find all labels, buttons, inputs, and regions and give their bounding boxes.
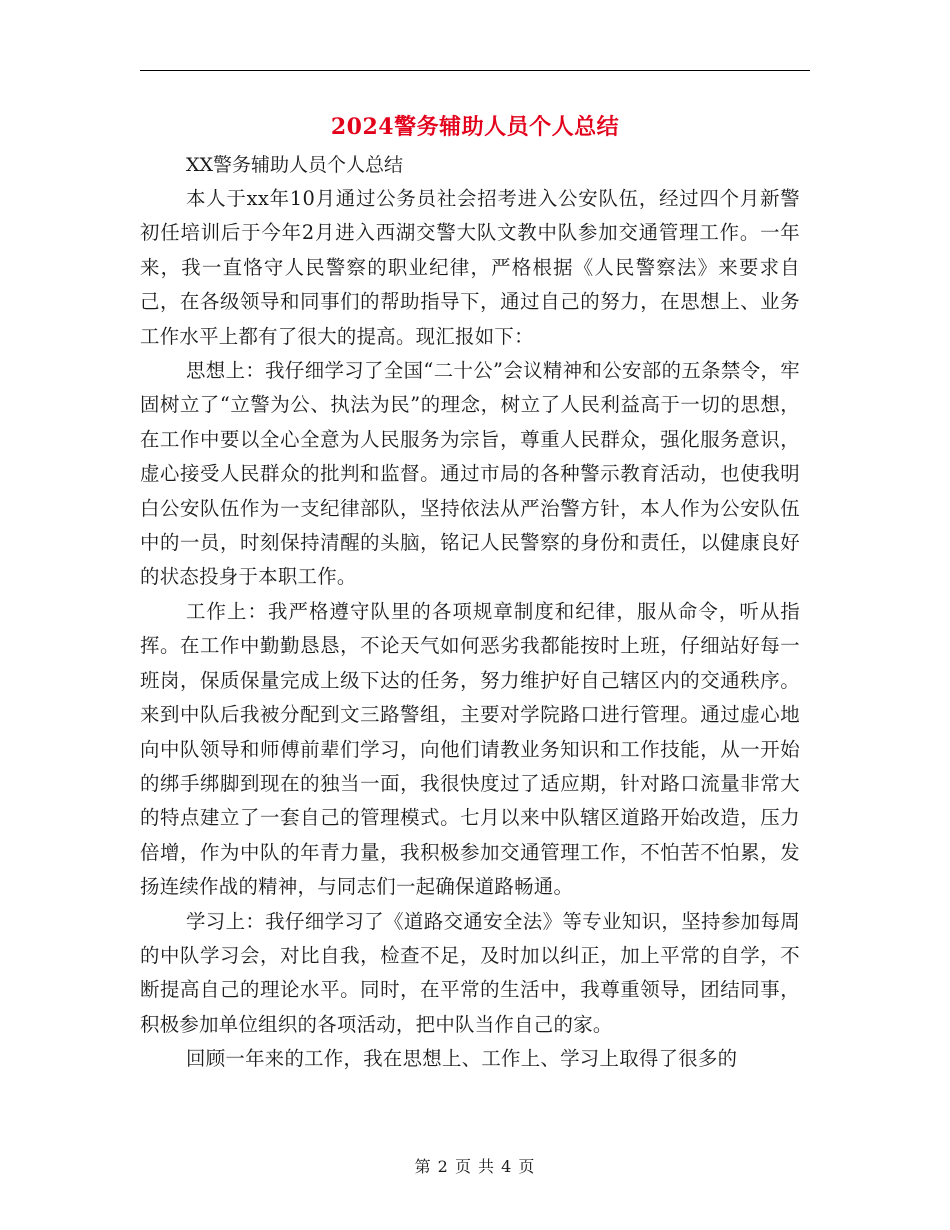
document-subtitle: XX警务辅助人员个人总结	[186, 154, 404, 176]
paragraph-work: 工作上：我严格遵守队里的各项规章制度和纪律，服从命令，听从指挥。在工作中勤勤恳恳，不论天气如何恶劣我都能按时上班，仔细站好每一班岗，保质保量完成上级下达的任务，努力维护好自己辖区内的交通秩序。来到中队后我被分配到文三路警组，主要对学院路口进行管理。通过虚心地向中队领导和师傅前辈们学习，向他们请教业务知识和工作技能，从一开始的绑手绑脚到现在的独当一面，我很快度过了适应期，针对路口流量非常大的特点建立了一套自己的管理模式。七月以来中队辖区道路开始改造，压力倍增，作为中队的年青力量，我积极参加交通管理工作，不怕苦不怕累，发扬连续作战的精神，与同志们一起确保道路畅通。	[140, 599, 800, 899]
paragraph-study: 学习上：我仔细学习了《道路交通安全法》等专业知识，坚持参加每周的中队学习会，对比自我，检查不足，及时加以纠正，加上平常的自学，不断提高自己的理论水平。同时，在平常的生活中，我尊重领导，团结同事，积极参加单位组织的各项活动，把中队当作自己的家。	[140, 909, 800, 1036]
paragraph-intro: 本人于xx年10月通过公务员社会招考进入公安队伍，经过四个月新警初任培训后于今年2月进入西湖交警大队文教中队参加交通管理工作。一年来，我一直恪守人民警察的职业纪律，严格根据《人民警察法》来要求自己，在各级领导和同事们的帮助指导下，通过自己的努力，在思想上、业务工作水平上都有了很大的提高。现汇报如下：	[140, 187, 800, 348]
paragraph-thought: 思想上：我仔细学习了全国“二十公”会议精神和公安部的五条禁令，牢固树立了“立警为公、执法为民”的理念，树立了人民利益高于一切的思想，在工作中要以全心全意为人民服务为宗旨，尊重人民群众，强化服务意识，虚心接受人民群众的批判和监督。通过市局的各种警示教育活动，也使我明白公安队伍作为一支纪律部队，坚持依法从严治警方针，本人作为公安队伍中的一员，时刻保持清醒的头脑，铭记人民警察的身份和责任，以健康良好的状态投身于本职工作。	[140, 359, 800, 589]
header-rule	[140, 70, 810, 71]
document-title: 2024警务辅助人员个人总结	[330, 114, 620, 140]
page-footer: 第 2 页 共 4 页	[414, 1157, 536, 1176]
paragraph-review: 回顾一年来的工作，我在思想上、工作上、学习上取得了很多的	[186, 1047, 738, 1071]
document-body	[140, 148, 800, 1077]
